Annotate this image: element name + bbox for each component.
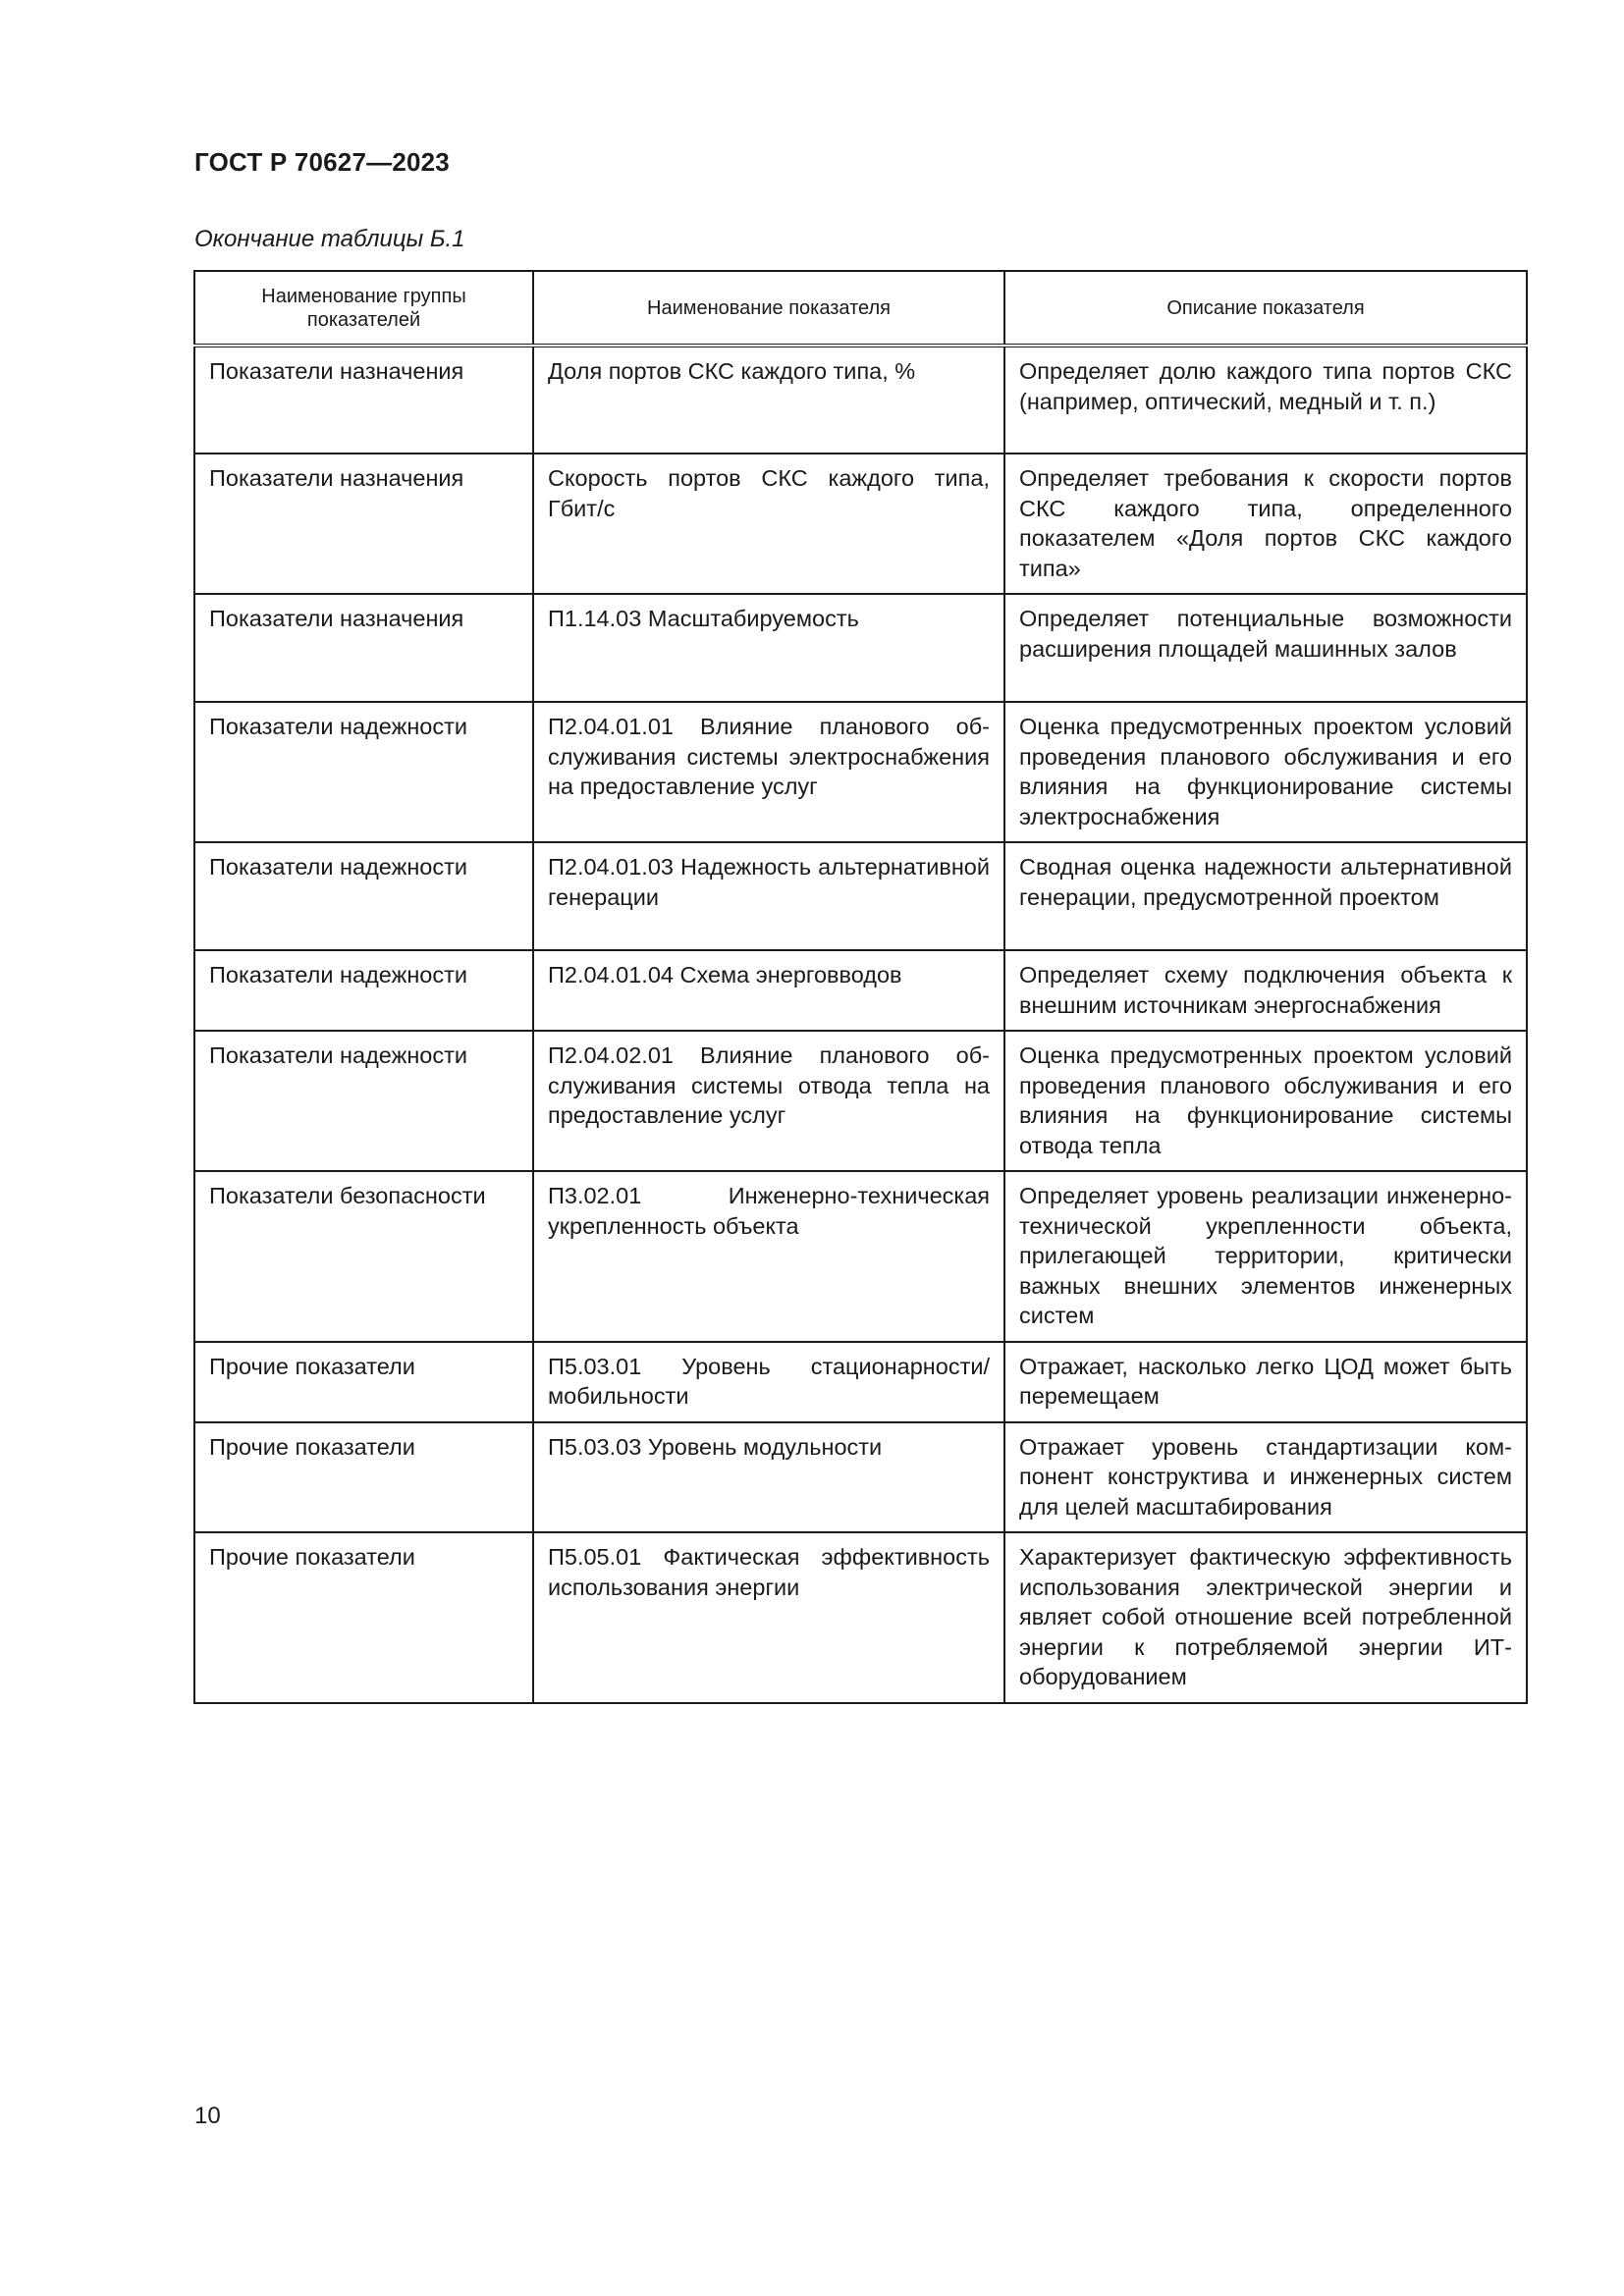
cell-indicator-name: П2.04.01.03 Надежность альтернативной генерации bbox=[533, 842, 1004, 950]
cell-indicator-description: Оценка предусмотренных проектом условий проведения планового обслуживания и его влияния на функционирование системы отвода тепла bbox=[1004, 1031, 1527, 1171]
table-row bbox=[194, 454, 1527, 594]
cell-indicator-description: Определяет потенциальные возможности расширения площадей машинных залов bbox=[1004, 594, 1527, 702]
page-number: 10 bbox=[194, 2103, 221, 2129]
cell-group: Показатели назначения bbox=[194, 594, 533, 702]
table-row bbox=[194, 842, 1527, 950]
cell-group: Прочие показатели bbox=[194, 1532, 533, 1703]
table-caption: Окончание таблицы Б.1 bbox=[194, 226, 465, 252]
cell-indicator-description: Отражает, насколько легко ЦОД может быть перемещаем bbox=[1004, 1342, 1527, 1422]
cell-indicator-name: П1.14.03 Масштабируемость bbox=[533, 594, 1004, 702]
cell-indicator-name: П2.04.02.01 Влияние планового обслуживания системы отвода тепла на предоставление услуг bbox=[533, 1031, 1004, 1171]
cell-indicator-description: Определяет долю каждого типа портов СКС (например, оптический, медный и т. п.) bbox=[1004, 346, 1527, 454]
cell-group: Показатели надежности bbox=[194, 950, 533, 1031]
table-row bbox=[194, 1532, 1527, 1703]
table-row bbox=[194, 1031, 1527, 1171]
table-row bbox=[194, 594, 1527, 702]
cell-indicator-name: П2.04.01.04 Схема энерговводов bbox=[533, 950, 1004, 1031]
table-row bbox=[194, 1171, 1527, 1342]
cell-indicator-name: П5.03.01 Уровень стационарности/ мобильности bbox=[533, 1342, 1004, 1422]
cell-indicator-name: П2.04.01.01 Влияние планового обслуживания системы электроснабжения на предоставление услуг bbox=[533, 702, 1004, 842]
column-header-description: Описание показателя bbox=[1004, 271, 1527, 346]
cell-indicator-description: Отражает уровень стандартизации компонент конструктива и инженерных систем для целей масштабирования bbox=[1004, 1422, 1527, 1533]
cell-indicator-description: Оценка предусмотренных проектом условий проведения планового обслуживания и его влияния на функционирование системы электроснабжения bbox=[1004, 702, 1527, 842]
cell-indicator-name: П5.03.03 Уровень модульности bbox=[533, 1422, 1004, 1533]
cell-indicator-description: Определяет схему подключения объекта к внешним источникам энергоснабжения bbox=[1004, 950, 1527, 1031]
cell-indicator-description: Сводная оценка надежности альтернативной генерации, предусмотренной проектом bbox=[1004, 842, 1527, 950]
cell-group: Прочие показатели bbox=[194, 1342, 533, 1422]
table-header-row bbox=[194, 271, 1527, 346]
column-header-group: Наименование группы показателей bbox=[194, 271, 533, 346]
document-code: ГОСТ Р 70627—2023 bbox=[194, 147, 450, 177]
cell-group: Показатели надежности bbox=[194, 1031, 533, 1171]
cell-indicator-name: Доля портов СКС каждого типа, % bbox=[533, 346, 1004, 454]
cell-group: Показатели безопасности bbox=[194, 1171, 533, 1342]
cell-group: Показатели надежности bbox=[194, 702, 533, 842]
cell-group: Показатели надежности bbox=[194, 842, 533, 950]
cell-indicator-description: Определяет требования к скорости портов СКС каждого типа, определенного показателем «Доля портов СКС каждого типа» bbox=[1004, 454, 1527, 594]
column-header-name: Наименование показателя bbox=[533, 271, 1004, 346]
table-row bbox=[194, 1422, 1527, 1533]
table-row bbox=[194, 950, 1527, 1031]
cell-group: Прочие показатели bbox=[194, 1422, 533, 1533]
cell-indicator-description: Характеризует фактическую эффективность использования электрической энергии и являет собой отношение всей потребленной энергии к потребляемой энергии ИТ-оборудованием bbox=[1004, 1532, 1527, 1703]
table-row bbox=[194, 346, 1527, 454]
indicators-table bbox=[193, 270, 1528, 1704]
cell-group: Показатели назначения bbox=[194, 346, 533, 454]
cell-indicator-name: Скорость портов СКС каждого типа, Гбит/с bbox=[533, 454, 1004, 594]
cell-indicator-name: П3.02.01 Инженерно-техническая укрепленность объекта bbox=[533, 1171, 1004, 1342]
table-row bbox=[194, 702, 1527, 842]
cell-group: Показатели назначения bbox=[194, 454, 533, 594]
cell-indicator-name: П5.05.01 Фактическая эффективность использования энергии bbox=[533, 1532, 1004, 1703]
table-row bbox=[194, 1342, 1527, 1422]
cell-indicator-description: Определяет уровень реализации инженерно-технической укрепленности объекта, прилегающей территории, критически важных внешних элементов инженерных систем bbox=[1004, 1171, 1527, 1342]
